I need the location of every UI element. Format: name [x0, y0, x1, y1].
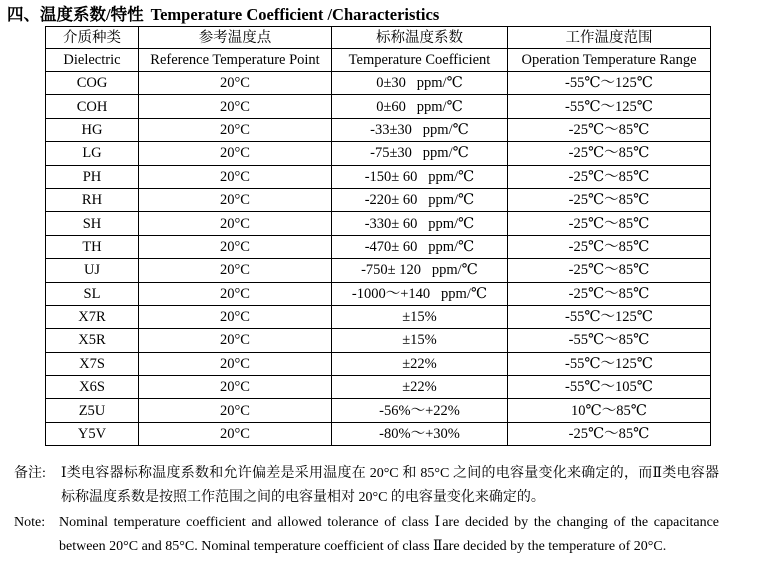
table-cell: X7R: [46, 305, 139, 328]
note-cn-label: 备注:: [14, 466, 46, 481]
table-cell: -750± 120 ppm/℃: [332, 259, 508, 282]
table-cell: -75±30 ppm/℃: [332, 142, 508, 165]
note-en-text: Nominal temperature coefficient and allowed tolerance of class Ⅰare decided by the changing of the capacitance between 20°C and 85°C. Nominal temperature coefficient of class Ⅱare decided by the temperature of 20°C.: [59, 514, 719, 554]
section-title: [7, 1, 439, 25]
table-cell: 20°C: [139, 188, 332, 211]
table-row: [46, 118, 711, 141]
header-cell: 参考温度点: [139, 27, 332, 49]
table-cell: LG: [46, 142, 139, 165]
table-cell: -55℃～125℃: [508, 352, 711, 375]
table-cell: -25℃～85℃: [508, 235, 711, 258]
note-en: [14, 511, 719, 560]
table-row: [46, 188, 711, 211]
header-cell: Reference Temperature Point: [139, 49, 332, 72]
table-cell: X5R: [46, 329, 139, 352]
table-cell: 20°C: [139, 352, 332, 375]
table-cell: Y5V: [46, 422, 139, 445]
table-cell: -55℃～105℃: [508, 376, 711, 399]
table-cell: -55℃～125℃: [508, 95, 711, 118]
table-cell: PH: [46, 165, 139, 188]
table-row: [46, 329, 711, 352]
table-cell: -80%～+30%: [332, 422, 508, 445]
table-row: [46, 165, 711, 188]
table-row: [46, 235, 711, 258]
table-cell: 20°C: [139, 212, 332, 235]
table-cell: -25℃～85℃: [508, 188, 711, 211]
header-row-en: [46, 49, 711, 72]
header-cell: Temperature Coefficient: [332, 49, 508, 72]
table-cell: UJ: [46, 259, 139, 282]
table-cell: TH: [46, 235, 139, 258]
header-cell: Dielectric: [46, 49, 139, 72]
table-row: [46, 95, 711, 118]
table-cell: ±22%: [332, 352, 508, 375]
table-cell: SL: [46, 282, 139, 305]
section-title-cn: 四、温度系数/特性: [7, 5, 144, 24]
table-cell: COG: [46, 72, 139, 95]
table-cell: COH: [46, 95, 139, 118]
table-cell: -25℃～85℃: [508, 165, 711, 188]
table-cell: 20°C: [139, 165, 332, 188]
table-row: [46, 376, 711, 399]
table-cell: ±15%: [332, 329, 508, 352]
table-cell: ±15%: [332, 305, 508, 328]
table-cell: -33±30 ppm/℃: [332, 118, 508, 141]
table-body: [46, 72, 711, 446]
table-cell: 20°C: [139, 282, 332, 305]
header-cell: 工作温度范围: [508, 27, 711, 49]
header-cell: Operation Temperature Range: [508, 49, 711, 72]
section-title-en: Temperature Coefficient /Characteristics: [150, 5, 440, 24]
table-cell: -25℃～85℃: [508, 282, 711, 305]
table-cell: 0±60 ppm/℃: [332, 95, 508, 118]
table-cell: -56%～+22%: [332, 399, 508, 422]
table-cell: -330± 60 ppm/℃: [332, 212, 508, 235]
table-cell: 10℃～85℃: [508, 399, 711, 422]
table-cell: 20°C: [139, 72, 332, 95]
table-row: [46, 422, 711, 445]
table-cell: 20°C: [139, 259, 332, 282]
note-cn: [14, 462, 719, 511]
table-cell: HG: [46, 118, 139, 141]
note-en-label: Note:: [14, 514, 46, 530]
notes: [14, 462, 719, 559]
table-row: [46, 282, 711, 305]
table-cell: 0±30 ppm/℃: [332, 72, 508, 95]
table-cell: ±22%: [332, 376, 508, 399]
table-cell: -150± 60 ppm/℃: [332, 165, 508, 188]
table-cell: 20°C: [139, 329, 332, 352]
table-cell: Z5U: [46, 399, 139, 422]
table-cell: 20°C: [139, 422, 332, 445]
table-cell: 20°C: [139, 376, 332, 399]
table-cell: SH: [46, 212, 139, 235]
table-row: [46, 142, 711, 165]
header-row-cn: [46, 27, 711, 49]
table-row: [46, 72, 711, 95]
table-cell: -25℃～85℃: [508, 142, 711, 165]
table-cell: 20°C: [139, 305, 332, 328]
temperature-coefficient-table: [45, 26, 711, 446]
table-cell: -25℃～85℃: [508, 118, 711, 141]
table-cell: -220± 60 ppm/℃: [332, 188, 508, 211]
table-cell: 20°C: [139, 118, 332, 141]
table-row: [46, 259, 711, 282]
header-cell: 标称温度系数: [332, 27, 508, 49]
table-cell: -470± 60 ppm/℃: [332, 235, 508, 258]
table-row: [46, 212, 711, 235]
table-cell: X7S: [46, 352, 139, 375]
table-row: [46, 352, 711, 375]
table-cell: X6S: [46, 376, 139, 399]
table-row: [46, 305, 711, 328]
table-cell: -25℃～85℃: [508, 212, 711, 235]
table-cell: 20°C: [139, 235, 332, 258]
table-cell: -55℃～85℃: [508, 329, 711, 352]
table-cell: -55℃～125℃: [508, 305, 711, 328]
note-cn-text: Ⅰ类电容器标称温度系数和允许偏差是采用温度在 20°C 和 85°C 之间的电容量变化来确定的，而Ⅱ类电容器标称温度系数是按照工作范围之间的电容量相对 20°C 的电容量变化来确定的。: [61, 466, 719, 506]
table-cell: RH: [46, 188, 139, 211]
table-cell: -55℃～125℃: [508, 72, 711, 95]
table-row: [46, 399, 711, 422]
table-cell: 20°C: [139, 95, 332, 118]
header-cell: 介质种类: [46, 27, 139, 49]
table-cell: 20°C: [139, 399, 332, 422]
table-cell: 20°C: [139, 142, 332, 165]
table-cell: -25℃～85℃: [508, 259, 711, 282]
table-cell: -25℃～85℃: [508, 422, 711, 445]
table-cell: -1000～+140 ppm/℃: [332, 282, 508, 305]
